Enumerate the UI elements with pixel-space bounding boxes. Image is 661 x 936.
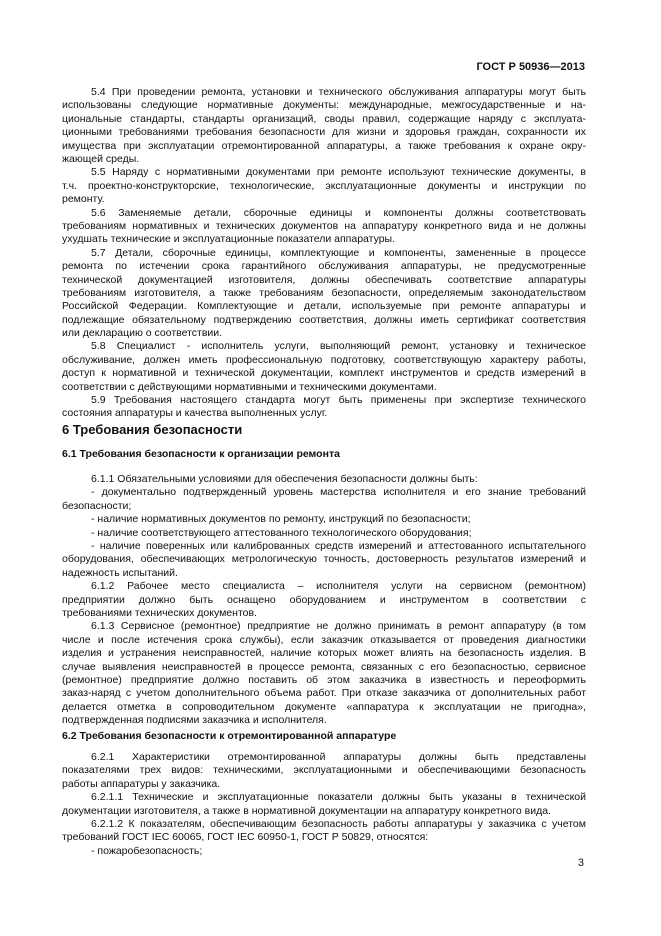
text-line: (ремонтное) предприятие должно поставить об этом заказчика в известность и переоформить [62,673,586,686]
paragraph [62,527,586,540]
text-line: требованиям изготовителя, а также требованиям безопасности, определяемым законодательством [62,286,586,299]
text-line: 5.9 Требования настоящего стандарта могут быть применены при экспертизе технического [91,394,586,407]
text-line: ухудшать технические и эксплуатационные показатели аппаратуры. [62,233,396,246]
section-6-1-body [62,473,586,728]
text-line: доступ к нормативной и технической документации, комплект инструментов и средств измерений в [62,367,586,380]
text-line: 6.2.1.2 К показателям, обеспечивающим безопасность работы аппаратуры у заказчика с учетом [91,817,586,830]
text-line: заказ-наряд с учетом дополнительного объема работ. При отказе заказчика от дополнительных работ [62,687,586,700]
text-line: 5.6 Заменяемые детали, сборочные единицы и компоненты должны соответствовать [91,206,586,219]
text-line: документации изготовителя, а также в нормативной документации на аппаратуру конкретного вида. [62,804,551,817]
text-line: 6.1.2 Рабочее место специалиста – исполнителя услуги на сервисном (ремонтном) [91,580,586,593]
paragraph [62,486,586,513]
paragraph [62,207,586,247]
text-line: безопасности; [62,499,132,512]
section-5-body [62,86,586,421]
text-line: обслуживание, должен иметь профессиональную подготовку, соответствующую характеру работы, [62,353,586,366]
paragraph [62,818,586,845]
text-line: - наличие поверенных или калиброванных средств измерений и аттестованного испытательного [91,540,586,553]
paragraph [62,791,586,818]
paragraph [62,86,586,166]
text-line: состояния аппаратуры и качества выполненных услуг. [62,407,328,420]
text-line: показателями трех видов: техническими, эксплуатационными и обеспечивающими безопасность [62,764,586,777]
paragraph [62,340,586,394]
text-line: - наличие нормативных документов по ремонту, инструкций по безопасности; [91,513,471,526]
text-line: 5.5 Наряду с нормативными документами при ремонте используют технические документы, в [91,166,586,179]
text-line: 5.8 Специалист - исполнитель услуги, выполняющий ремонт, установку и техническое [91,340,586,353]
text-line: подлежащие обязательному подтверждению соответствия, должны иметь сертификат соответствия [62,313,586,326]
text-line: т.ч. проектно-конструкторские, технологические, эксплуатационные документы и инструкции по [62,179,586,192]
section-6-2-body [62,751,586,858]
text-line: подтвержденная подписями заказчика и исполнителя. [62,714,327,727]
text-line: 6.2.1.1 Технические и эксплуатационные показатели должны быть указаны в технической [91,791,586,804]
text-line: 5.7 Детали, сборочные единицы, комплектующие и компоненты, замененные в процессе [91,246,586,259]
text-line: ремонту. [62,193,105,206]
paragraph [62,247,586,341]
text-line: работы аппаратуры у заказчика. [62,777,221,790]
text-line: ремонта по истечении срока гарантийного обслуживания аппаратуры, не предусмотренные [62,260,586,273]
text-line: - наличие соответствующего аттестованного технологического оборудования; [91,526,472,539]
section-6-heading: 6 Требования безопасности [62,422,243,437]
text-line: жающей среды. [62,152,140,165]
text-line: Российской Федерации. Комплектующие и детали, используемые при ремонте аппаратуры и [62,300,586,313]
paragraph [62,540,586,580]
text-line: 6.1.1 Обязательными условиями для обеспечения безопасности должны быть: [91,473,478,485]
text-line: использованы следующие нормативные документы: международные, межгосударственные и на- [62,99,586,112]
text-line: числе и после истечения срока службы), если заказчик отказывается от проведения диагностики [62,633,586,646]
text-line: делается отметка в сопроводительном документе «аппаратура к эксплуатации не пригодна», [62,700,586,713]
paragraph [62,513,586,526]
text-line: изделия и устранения неисправностей, наличие которых может влиять на безопасность изделия. В [62,647,586,660]
text-line: имущества при эксплуатации отремонтированной аппаратуры, а также требования к охране окру- [62,139,586,152]
section-6-2-heading: 6.2 Требования безопасности к отремонтированной аппаратуре [62,730,397,742]
text-line: требованиям нормативных и технических документов на аппаратуру конкретного вида и не должны [62,219,586,232]
text-line: ционными требованиями требования безопасности для жизни и здоровья граждан, сохранности их [62,126,586,139]
text-line: 5.4 При проведении ремонта, установки и технического обслуживания аппаратуры могут быть [91,86,586,98]
text-line: - документально подтвержденный уровень мастерства исполнителя и его знание требований [91,486,586,499]
paragraph [62,845,586,858]
text-line: - пожаробезопасность; [91,844,203,857]
text-line: надежность испытаний. [62,566,178,579]
text-line: циональные стандарты, стандарты организаций, своды правил, содержащие наряду с эксплуата- [62,112,586,125]
text-line: требованиями технических документов. [62,606,257,619]
document-header: ГОСТ Р 50936—2013 [476,61,585,73]
text-line: предприятии должно быть оснащено оборудованием и инструментом в соответствии с [62,593,586,606]
paragraph [62,751,586,791]
paragraph [62,394,586,421]
page-number: 3 [577,857,584,869]
text-line: случае выявления неисправностей в процессе ремонта, связанных с его безопасностью, сервисное [62,660,586,673]
paragraph [62,580,586,620]
text-line: 6.2.1 Характеристики отремонтированной аппаратуры должны быть представлены [91,751,586,763]
text-line: 6.1.3 Сервисное (ремонтное) предприятие не должно принимать в ремонт аппаратуру (в том [91,620,586,633]
text-line: соответствии с действующими нормативными и техническими документами. [62,380,437,393]
section-6-1-heading: 6.1 Требования безопасности к организации ремонта [62,448,340,460]
text-line: технической документацией изготовителя, должны обеспечивать соответствие аппаратуры [62,273,586,286]
paragraph [62,166,586,206]
paragraph [62,620,586,727]
text-line: или декларацию о соответствии. [62,327,223,340]
text-line: требований ГОСТ IEC 60065, ГОСТ IEC 60950-1, ГОСТ Р 50829, относятся: [62,831,429,844]
text-line: оборудования, обеспечивающих метрологическую точность, достоверность результатов измерений и [62,553,586,566]
paragraph [62,473,586,486]
